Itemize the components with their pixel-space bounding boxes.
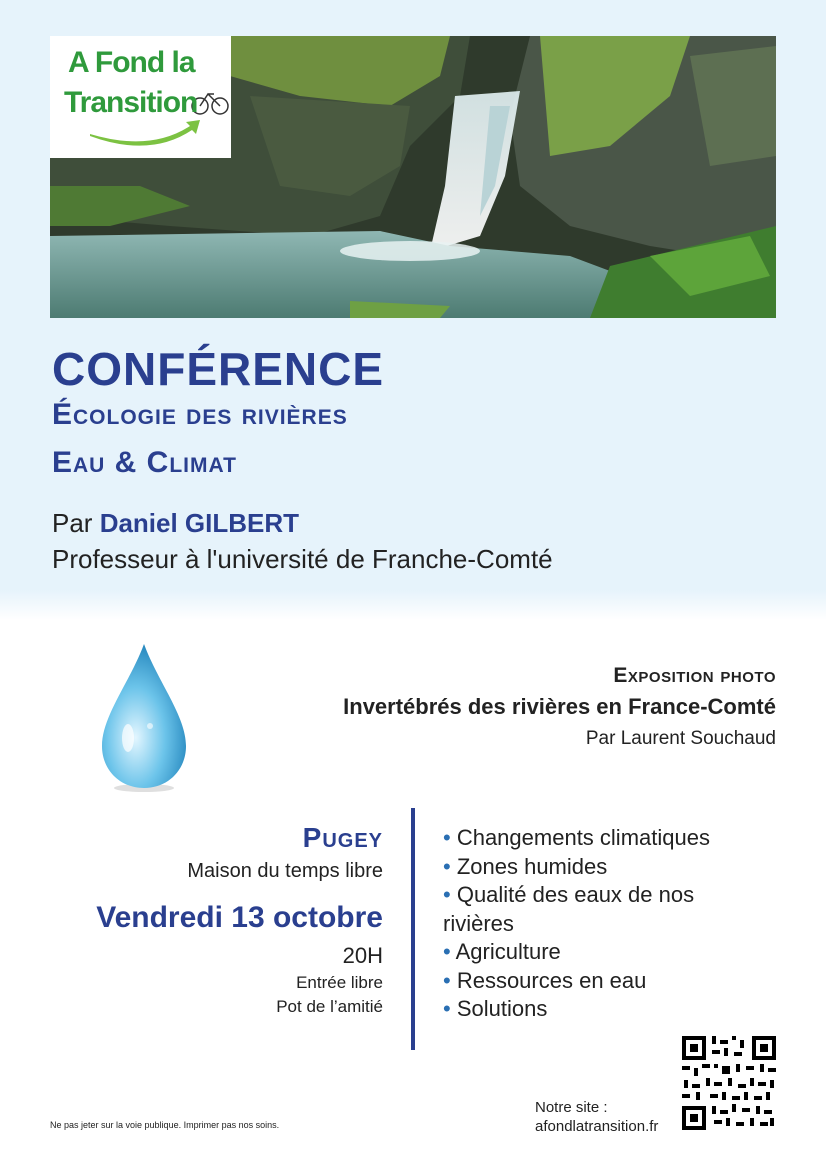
conference-subtitle-1: Écologie des rivières [52, 398, 348, 431]
speaker-prefix: Par [52, 508, 100, 538]
list-item: • Solutions [443, 996, 548, 1021]
event-time: 20H [342, 943, 383, 968]
website-block [535, 1098, 658, 1136]
water-drop-icon [98, 642, 190, 799]
footer-note: Ne pas jeter sur la voie publique. Imprimer pas nos soins. [50, 1120, 280, 1130]
website-label: Notre site : [535, 1099, 608, 1116]
list-item: • Zones humides [443, 853, 608, 879]
conference-subtitle-2: Eau & Climat [52, 446, 237, 479]
exposition-block [343, 664, 776, 750]
organization-logo [50, 36, 231, 158]
exposition-heading: Exposition photo [613, 664, 776, 687]
event-city: Pugey [302, 822, 383, 853]
divider-line [411, 808, 415, 1050]
event-venue: Maison du temps libre [187, 860, 383, 882]
event-info [43, 822, 383, 1017]
website-url: afondlatransition.fr [535, 1118, 659, 1135]
speaker-name: Daniel GILBERT [99, 508, 300, 538]
list-item: • Qualité des eaux de nos rivières [443, 882, 695, 936]
list-item: • Ressources en eau [443, 967, 647, 993]
exposition-author: Par Laurent Souchaud [585, 728, 776, 749]
logo-text-line1: A Fond la [68, 46, 195, 79]
conference-title: CONFÉRENCE [52, 343, 385, 395]
speaker-line [52, 508, 299, 539]
exposition-subtitle: Invertébrés des rivières en France-Comté [343, 694, 776, 719]
event-date: Vendredi 13 octobre [96, 901, 383, 934]
qr-code-icon [680, 1034, 778, 1137]
list-item: • Changements climatiques [443, 825, 710, 850]
logo-text-line2: Transition [64, 86, 198, 119]
topics-list [443, 824, 763, 1024]
list-item: • Agriculture [443, 939, 561, 964]
speaker-role: Professeur à l'université de Franche-Comté [52, 544, 553, 574]
event-entry: Entrée libre [296, 973, 383, 992]
header-fade [0, 590, 826, 620]
event-extra: Pot de l’amitié [276, 997, 383, 1016]
